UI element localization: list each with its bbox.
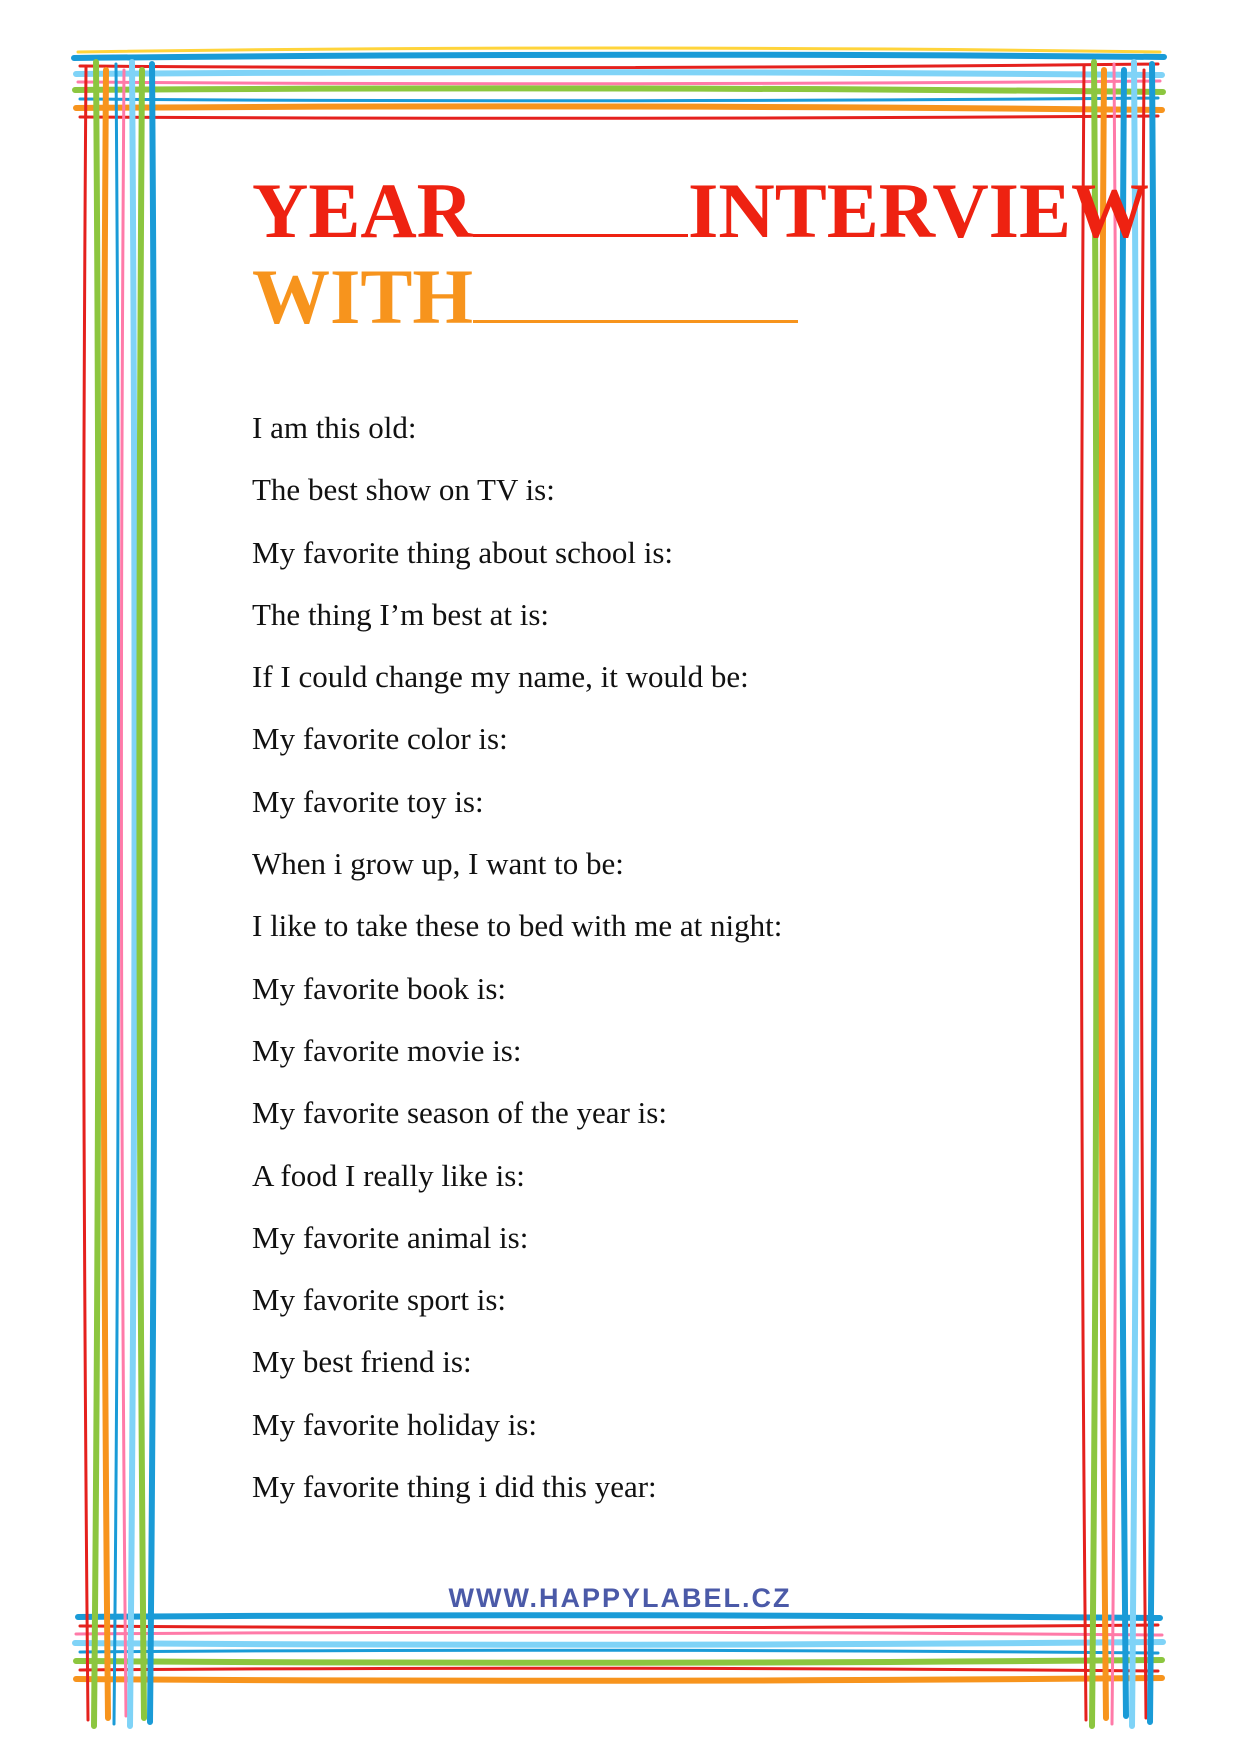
name-blank-line bbox=[473, 316, 798, 323]
question-item: My favorite holiday is: bbox=[252, 1406, 537, 1442]
question-item: My favorite movie is: bbox=[252, 1032, 522, 1068]
question-list bbox=[252, 410, 782, 1531]
border-left-stripes bbox=[83, 62, 154, 1726]
question-item: If I could change my name, it would be: bbox=[252, 659, 749, 695]
question-item: When i grow up, I want to be: bbox=[252, 846, 624, 882]
question-item: My best friend is: bbox=[252, 1344, 472, 1380]
title-with: WITH bbox=[252, 253, 474, 340]
footer-website: WWW.HAPPYLABEL.CZ bbox=[448, 1583, 792, 1613]
question-item: My favorite season of the year is: bbox=[252, 1095, 667, 1131]
title-year: YEAR bbox=[252, 167, 474, 254]
question-item: The thing I’m best at is: bbox=[252, 596, 550, 632]
question-item: My favorite book is: bbox=[252, 970, 506, 1006]
question-item: The best show on TV is: bbox=[252, 472, 555, 508]
question-item: My favorite toy is: bbox=[252, 783, 484, 819]
question-item: I like to take these to bed with me at night: bbox=[252, 908, 783, 944]
question-item: I am this old: bbox=[252, 410, 417, 445]
question-item: My favorite color is: bbox=[252, 721, 508, 757]
border-bottom-stripes bbox=[75, 1615, 1163, 1681]
question-item: My favorite animal is: bbox=[252, 1219, 529, 1255]
title-interview: INTERVIEW bbox=[688, 167, 1150, 254]
border-top-stripes bbox=[74, 48, 1164, 118]
border-right-stripes bbox=[1081, 62, 1154, 1726]
question-item: My favorite thing about school is: bbox=[252, 534, 674, 570]
title-line-1 bbox=[252, 167, 1150, 254]
question-item: My favorite thing i did this year: bbox=[252, 1469, 657, 1505]
question-item: A food I really like is: bbox=[252, 1157, 525, 1193]
title-line-2 bbox=[252, 253, 798, 340]
year-blank-line bbox=[473, 230, 688, 237]
question-item: My favorite sport is: bbox=[252, 1282, 506, 1318]
